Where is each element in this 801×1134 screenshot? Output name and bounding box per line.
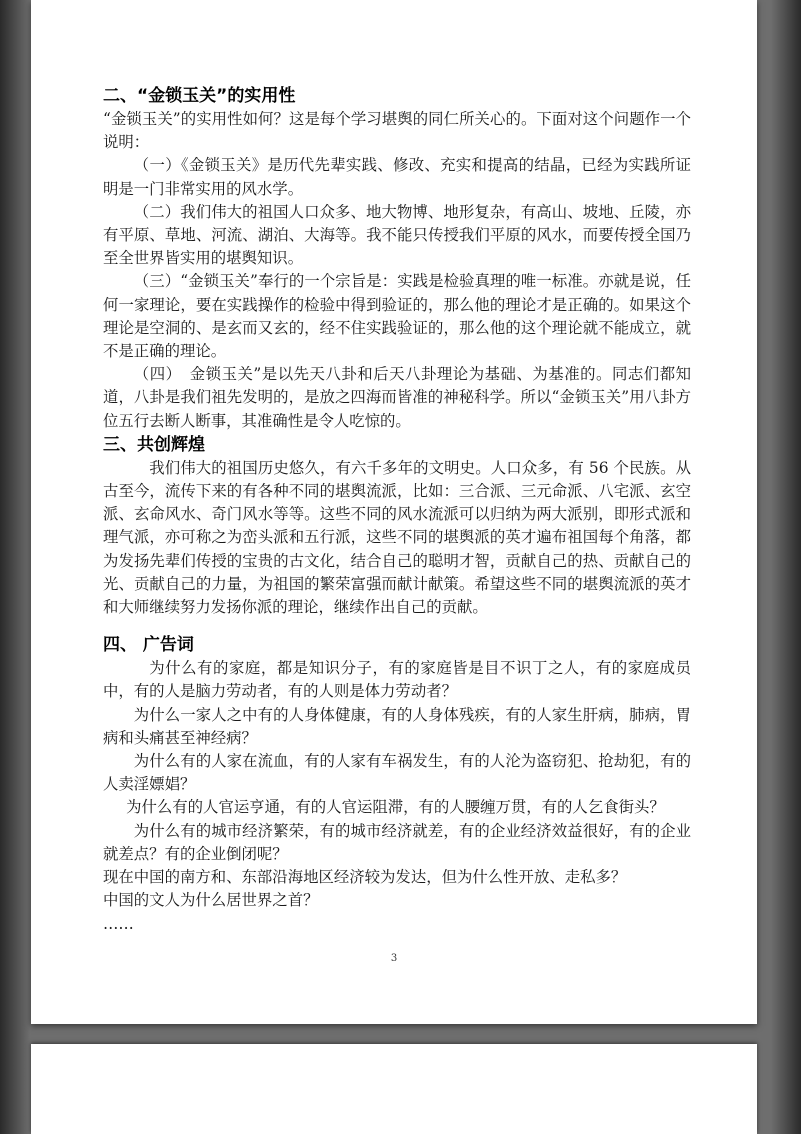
paragraph-ellipsis: …… — [103, 914, 134, 933]
paragraph-question-3: 为什么有的人家在流血，有的人家有车祸发生，有的人沦为盗窃犯、抢劫犯，有的人卖淫嫖娼？ — [103, 752, 691, 794]
section-heading-glory: 三、共创辉煌 — [103, 434, 205, 455]
paragraph-question-4: 为什么有的人官运亨通，有的人官运阻滞，有的人腰缠万贯，有的人乞食街头？ — [126, 798, 665, 817]
page-number: 3 — [390, 953, 398, 964]
paragraph-point-1: （一）《金锁玉关》是历代先辈实践、修改、充实和提高的结晶，已经为实践所证明是一门非常实用的风水学。 — [103, 156, 691, 198]
section-heading-practicality: 二、“金锁玉关”的实用性 — [103, 86, 296, 106]
page-content — [103, 84, 691, 936]
paragraph-point-3: （三）“金锁玉关”奉行的一个宗旨是：实践是检验真理的唯一标准。亦就是说，任何一家理论，要在实践操作的检验中得到验证的，那么他的理论才是正确的。如果这个理论是空洞的、是玄而又玄的，经不住实践验证的，那么他的这个理论就不能成立，就不是正确的理论。 — [103, 272, 691, 361]
paragraph-point-4: （四） 金锁玉关”是以先天八卦和后天八卦理论为基础、为基准的。同志们都知道，八卦是我们祖先发明的，是放之四海而皆准的神秘科学。所以“金锁玉关”用八卦方位五行去断人断事，其准确性是令人吃惊的。 — [103, 365, 691, 430]
section-heading-ad: 四、 广告词 — [103, 635, 194, 656]
paragraph-point-2: （二）我们伟大的祖国人口众多、地大物博、地形复杂，有高山、坡地、丘陵，亦有平原、草地、河流、湖泊、大海等。我不能只传授我们平原的风水，而要传授全国乃至全世界皆实用的堪舆知识。 — [103, 202, 691, 268]
paragraph-schools: 我们伟大的祖国历史悠久，有六千多年的文明史。人口众多，有 56 个民族。从古至今，流传下来的有各种不同的堪舆流派，比如：三合派、三元命派、八宅派、玄空派、玄命风水、奇门风水等等。这些不同的风水流派可以归纳为两大派别，即形式派和理气派，亦可称之为峦头派和五行派，这些不同的堪舆派的英才遍布祖国每个角落，都为发扬先辈们传授的宝贵的古文化，结合自己的聪明才智，贡献自己的热、贡献自己的光、贡献自己的力量，为祖国的繁荣富强而献计献策。希望这些不同的堪舆流派的英才和大师继续努力发扬你派的理论，继续作出自己的贡献。 — [103, 458, 691, 617]
spacer — [103, 619, 691, 633]
paragraph-question-7: 中国的文人为什么居世界之首？ — [103, 891, 319, 910]
paragraph-intro: “金锁玉关”的实用性如何？这是每个学习堪舆的同仁所关心的。下面对这个问题作一个说明： — [103, 110, 691, 152]
paragraph-question-6: 现在中国的南方和、东部沿海地区经济较为发达，但为什么性开放、走私多？ — [103, 868, 627, 887]
document-page — [31, 0, 757, 1024]
paragraph-question-2: 为什么一家人之中有的人身体健康，有的人身体残疾，有的人家生肝病，肺病，胃病和头痛甚至神经病？ — [103, 705, 691, 747]
next-page — [31, 1044, 757, 1134]
paragraph-question-1: 为什么有的家庭，都是知识分子，有的家庭皆是目不识丁之人，有的家庭成员中，有的人是脑力劳动者，有的人则是体力劳动者？ — [103, 659, 691, 701]
paragraph-question-5: 为什么有的城市经济繁荣，有的城市经济就差，有的企业经济效益很好，有的企业就差点？有的企业倒闭呢？ — [103, 821, 691, 863]
